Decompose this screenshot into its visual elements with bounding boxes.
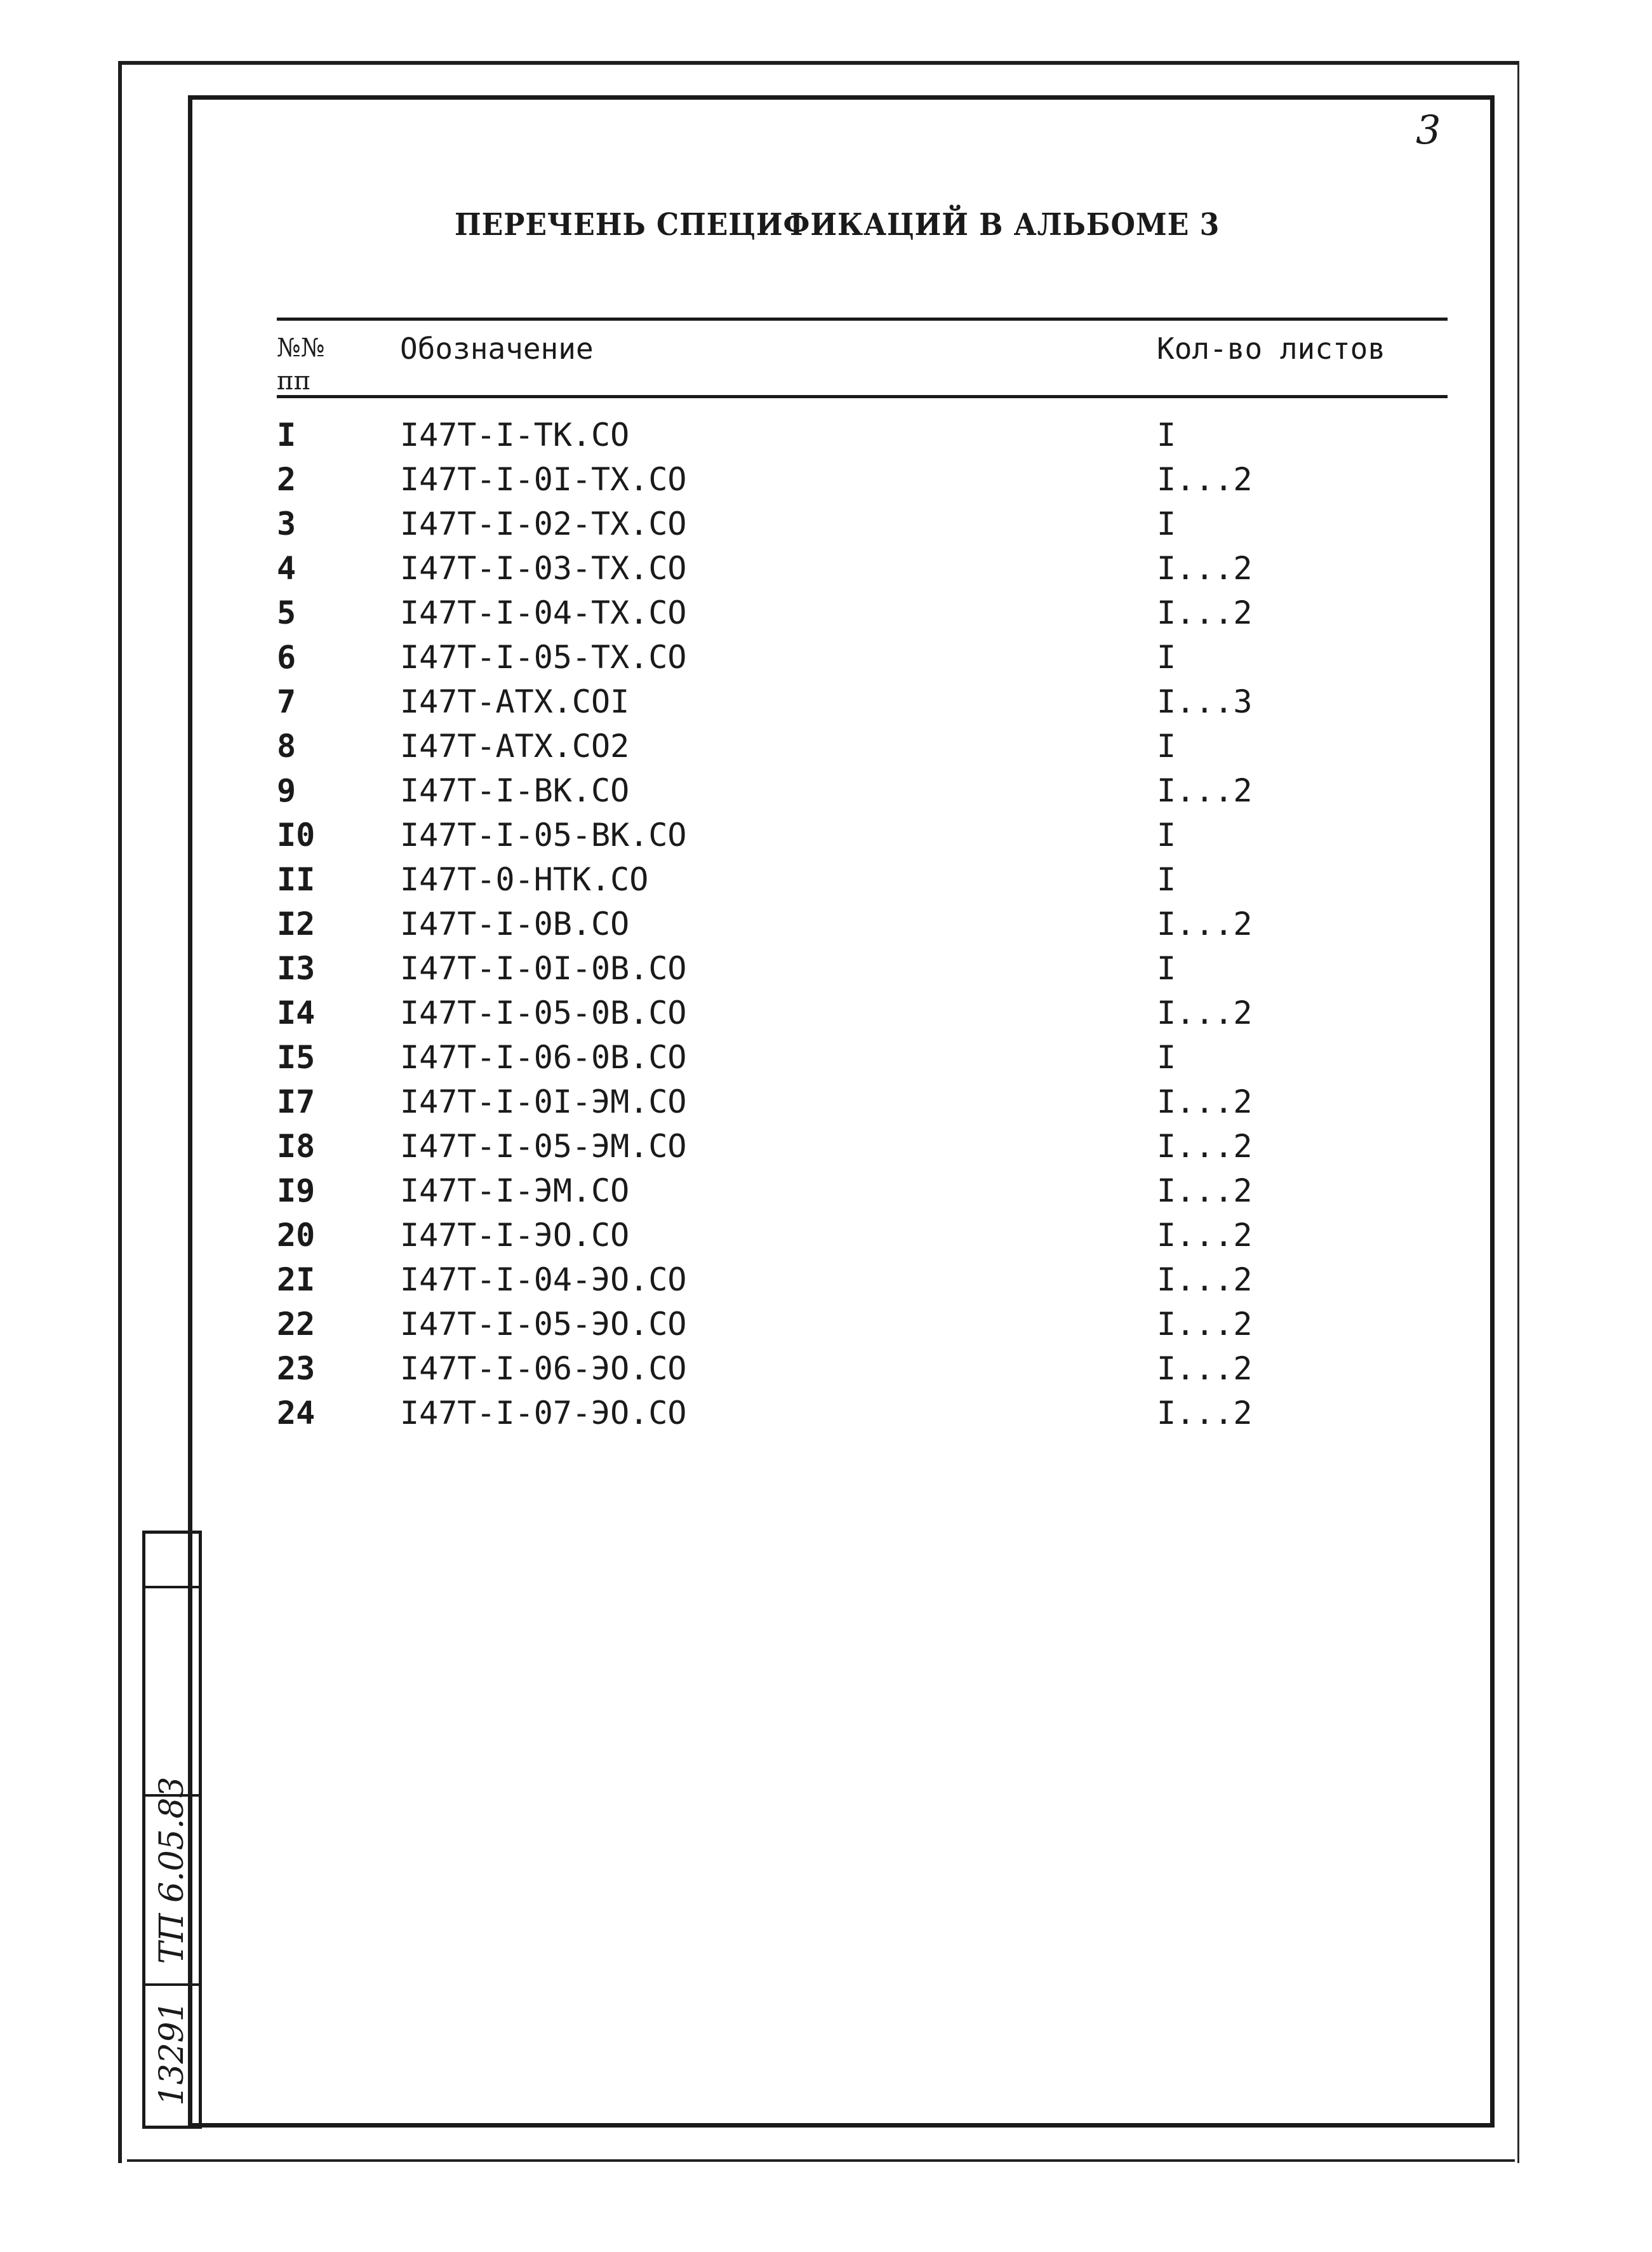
table-row	[0, 1302, 1652, 1346]
table-row	[0, 1035, 1652, 1080]
row-number: 3	[277, 506, 296, 542]
page-title: ПЕРЕЧЕНЬ СПЕЦИФИКАЦИЙ В АЛЬБОМЕ 3	[455, 207, 1220, 243]
row-number: I2	[277, 906, 316, 942]
row-designation: I47Т-I-02-ТХ.СО	[400, 506, 687, 542]
page-number: 3	[1416, 107, 1441, 153]
row-number: I5	[277, 1039, 316, 1076]
table-header-rule	[277, 395, 1448, 398]
row-designation: I47Т-I-03-ТХ.СО	[400, 550, 687, 587]
row-number: 20	[277, 1217, 316, 1254]
table-row	[0, 1213, 1652, 1257]
table-row	[0, 724, 1652, 768]
row-number: 6	[277, 639, 296, 676]
row-number: I0	[277, 817, 316, 854]
table-top-rule	[277, 318, 1448, 321]
row-number: I	[277, 417, 296, 453]
row-number: 23	[277, 1350, 316, 1387]
table-row	[0, 768, 1652, 813]
row-designation: I47Т-I-05-ЭМ.СО	[400, 1128, 687, 1165]
row-designation: I47Т-I-ТК.СО	[400, 417, 630, 453]
row-sheets: I	[1157, 728, 1176, 765]
row-number: 9	[277, 772, 296, 809]
row-sheets: I...2	[1157, 1261, 1253, 1298]
stamp-divider	[145, 1586, 199, 1588]
row-sheets: I	[1157, 417, 1176, 453]
table-row	[0, 1080, 1652, 1124]
row-designation: I47Т-I-0I-0В.СО	[400, 950, 687, 987]
row-sheets: I	[1157, 639, 1176, 676]
header-number	[277, 332, 325, 398]
row-designation: I47Т-АТХ.СОI	[400, 683, 630, 720]
row-sheets: I...2	[1157, 1217, 1253, 1254]
row-designation: I47Т-0-НТК.СО	[400, 861, 649, 898]
row-sheets: I...2	[1157, 1306, 1253, 1343]
row-number: 22	[277, 1306, 316, 1343]
table-row	[0, 635, 1652, 680]
header-number-line2: пп	[277, 366, 311, 396]
stamp-inventory-number: 13291	[153, 2001, 191, 2106]
row-designation: I47Т-I-0I-ТХ.СО	[400, 461, 687, 498]
table-row	[0, 1391, 1652, 1435]
row-number: I3	[277, 950, 316, 987]
row-number: 2I	[277, 1261, 316, 1298]
table-row	[0, 857, 1652, 902]
table-row	[0, 902, 1652, 946]
row-designation: I47Т-I-05-ЭО.СО	[400, 1306, 687, 1343]
row-number: 7	[277, 683, 296, 720]
table-row	[0, 457, 1652, 502]
row-designation: I47Т-I-05-ВК.СО	[400, 817, 687, 854]
header-number-line1: №№	[277, 333, 325, 363]
row-sheets: I	[1157, 506, 1176, 542]
row-sheets: I	[1157, 950, 1176, 987]
row-number: 2	[277, 461, 296, 498]
row-designation: I47Т-I-0I-ЭМ.СО	[400, 1083, 687, 1120]
row-designation: I47Т-I-ЭО.СО	[400, 1217, 630, 1254]
row-designation: I47Т-I-ЭМ.СО	[400, 1172, 630, 1209]
row-number: I7	[277, 1083, 316, 1120]
side-stamp	[142, 1531, 202, 2129]
row-sheets: I...2	[1157, 995, 1253, 1031]
row-number: 24	[277, 1395, 316, 1431]
row-designation: I47Т-I-05-0В.СО	[400, 995, 687, 1031]
row-designation: I47Т-I-ВК.СО	[400, 772, 630, 809]
stamp-doc-code: ТП 6.05.83	[153, 1776, 191, 1964]
table-row	[0, 502, 1652, 546]
row-sheets: I...2	[1157, 1395, 1253, 1431]
row-designation: I47Т-I-07-ЭО.СО	[400, 1395, 687, 1431]
table-row	[0, 991, 1652, 1035]
row-number: I8	[277, 1128, 316, 1165]
row-number: 8	[277, 728, 296, 765]
row-number: I9	[277, 1172, 316, 1209]
table-row	[0, 1257, 1652, 1302]
row-sheets: I...2	[1157, 1350, 1253, 1387]
row-designation: I47Т-I-06-ЭО.СО	[400, 1350, 687, 1387]
row-designation: I47Т-АТХ.СО2	[400, 728, 630, 765]
row-sheets: I...2	[1157, 772, 1253, 809]
row-sheets: I...2	[1157, 906, 1253, 942]
row-sheets: I...2	[1157, 1128, 1253, 1165]
row-sheets: I	[1157, 861, 1176, 898]
row-number: II	[277, 861, 316, 898]
table-row	[0, 1169, 1652, 1213]
row-sheets: I...2	[1157, 1172, 1253, 1209]
row-sheets: I...2	[1157, 550, 1253, 587]
header-designation: Обозначение	[400, 332, 594, 366]
row-sheets: I...2	[1157, 461, 1253, 498]
table-row	[0, 1346, 1652, 1391]
table-row	[0, 591, 1652, 635]
row-number: I4	[277, 995, 316, 1031]
stamp-divider	[145, 1983, 199, 1986]
table-row	[0, 946, 1652, 991]
row-sheets: I...2	[1157, 1083, 1253, 1120]
bottom-rule	[127, 2159, 1515, 2162]
table-row	[0, 680, 1652, 724]
table-row	[0, 813, 1652, 857]
table-row	[0, 546, 1652, 591]
row-designation: I47Т-I-0В.СО	[400, 906, 630, 942]
row-designation: I47Т-I-05-ТХ.СО	[400, 639, 687, 676]
row-number: 5	[277, 594, 296, 631]
row-designation: I47Т-I-04-ТХ.СО	[400, 594, 687, 631]
row-designation: I47Т-I-06-0В.СО	[400, 1039, 687, 1076]
spec-table-body	[0, 413, 1652, 1435]
row-sheets: I...3	[1157, 683, 1253, 720]
table-row	[0, 413, 1652, 457]
row-sheets: I	[1157, 817, 1176, 854]
row-sheets: I	[1157, 1039, 1176, 1076]
header-sheets: Кол-во листов	[1157, 332, 1386, 366]
row-designation: I47Т-I-04-ЭО.СО	[400, 1261, 687, 1298]
table-row	[0, 1124, 1652, 1169]
row-sheets: I...2	[1157, 594, 1253, 631]
row-number: 4	[277, 550, 296, 587]
